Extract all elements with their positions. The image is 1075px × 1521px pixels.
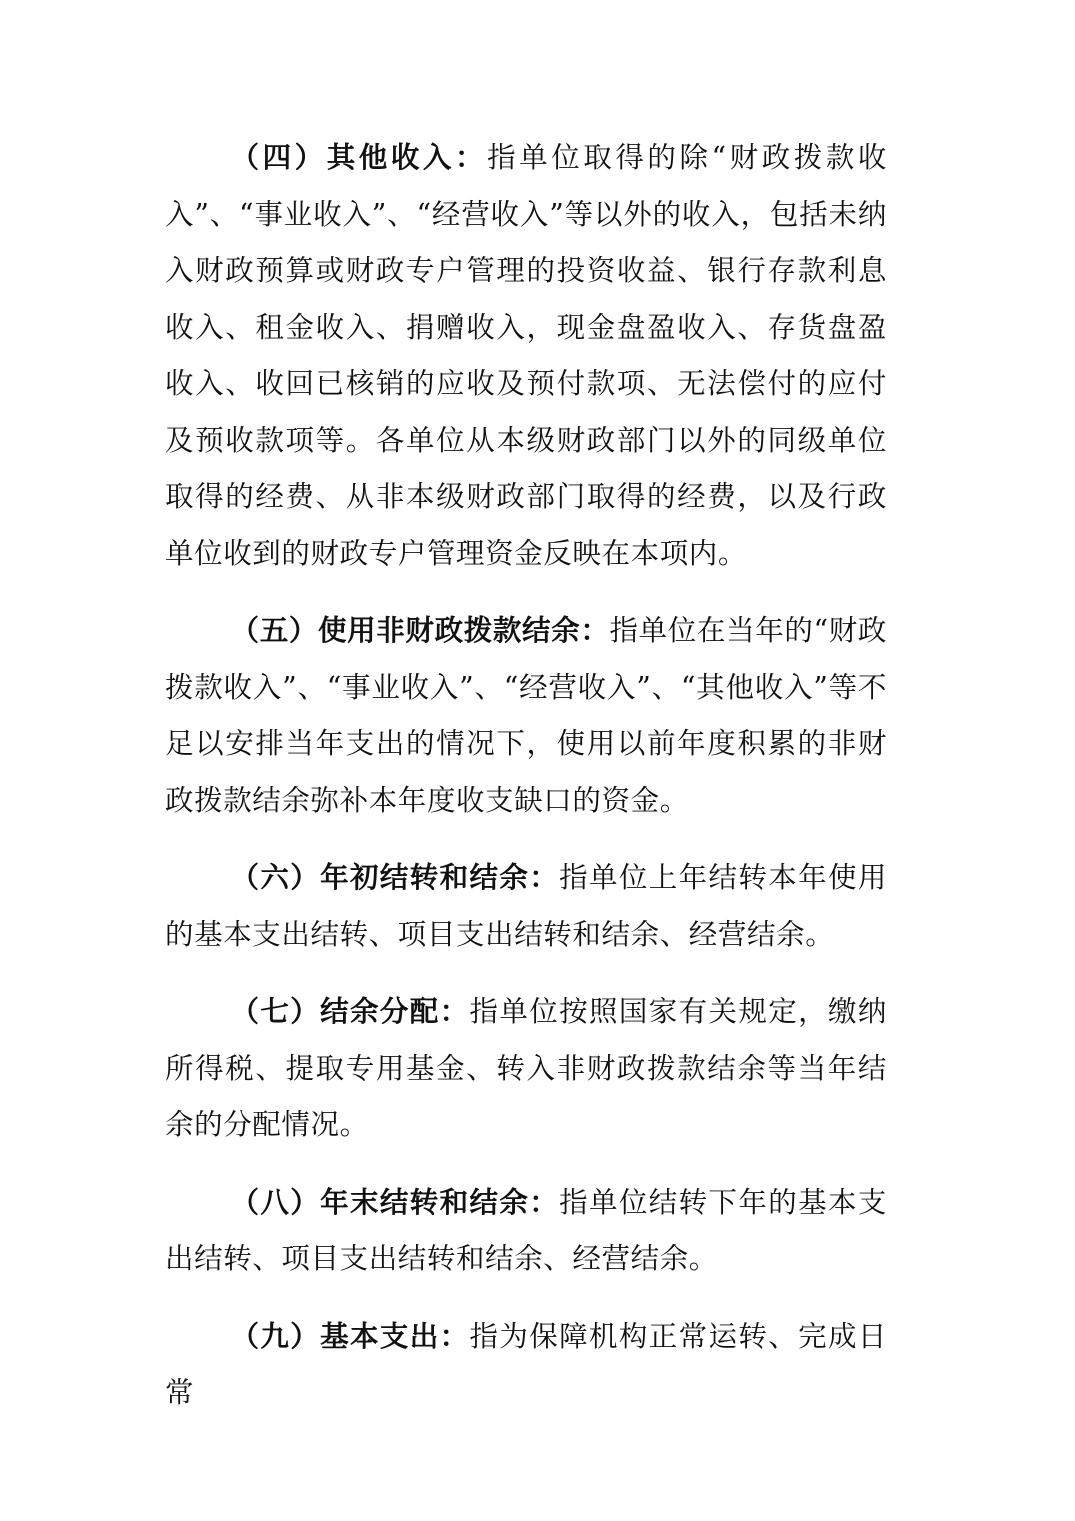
paragraph-closing-carryover xyxy=(165,1175,887,1288)
paragraph-non-fiscal-balance-use xyxy=(165,603,887,829)
paragraph-other-income xyxy=(165,130,887,582)
term-heading: （五）使用非财政拨款结余： xyxy=(230,614,610,647)
term-definition: 指单位按照国家有关规定，缴纳所得税、提取专用基金、转入非财政拨款结余等当年结余的分配情况。 xyxy=(165,995,887,1141)
paragraph-opening-carryover xyxy=(165,850,887,963)
term-definition: 指单位取得的除“财政拨款收入”、“事业收入”、“经营收入”等以外的收入，包括未纳入财政预算或财政专户管理的投资收益、银行存款利息收入、租金收入、捐赠收入，现金盘盈收入、存货盘盈收入、收回已核销的应收及预付款项、无法偿付的应付及预收款项等。各单位从本级财政部门以外的同级单位取得的经费、从非本级财政部门取得的经费，以及行政单位收到的财政专户管理资金反映在本项内。 xyxy=(165,141,887,570)
term-definition: 指单位结转下年的基本支出结转、项目支出结转和结余、经营结余。 xyxy=(165,1185,887,1275)
term-heading: （九）基本支出： xyxy=(230,1319,470,1353)
term-definition: 指为保障机构正常运转、完成日常 xyxy=(165,1319,887,1409)
term-heading: （八）年末结转和结余： xyxy=(230,1185,560,1219)
term-definition: 指单位上年结转本年使用的基本支出结转、项目支出结转和结余、经营结余。 xyxy=(165,861,887,951)
term-heading: （六）年初结转和结余： xyxy=(230,861,560,894)
paragraph-basic-expenditure xyxy=(165,1309,887,1422)
paragraph-surplus-distribution xyxy=(165,984,887,1154)
term-heading: （七）结余分配： xyxy=(230,995,470,1028)
document-body xyxy=(165,130,887,1443)
term-heading: （四）其他收入： xyxy=(230,141,488,174)
term-definition: 指单位在当年的“财政拨款收入”、“事业收入”、“经营收入”、“其他收入”等不足以安排当年支出的情况下，使用以前年度积累的非财政拨款结余弥补本年度收支缺口的资金。 xyxy=(165,614,887,817)
